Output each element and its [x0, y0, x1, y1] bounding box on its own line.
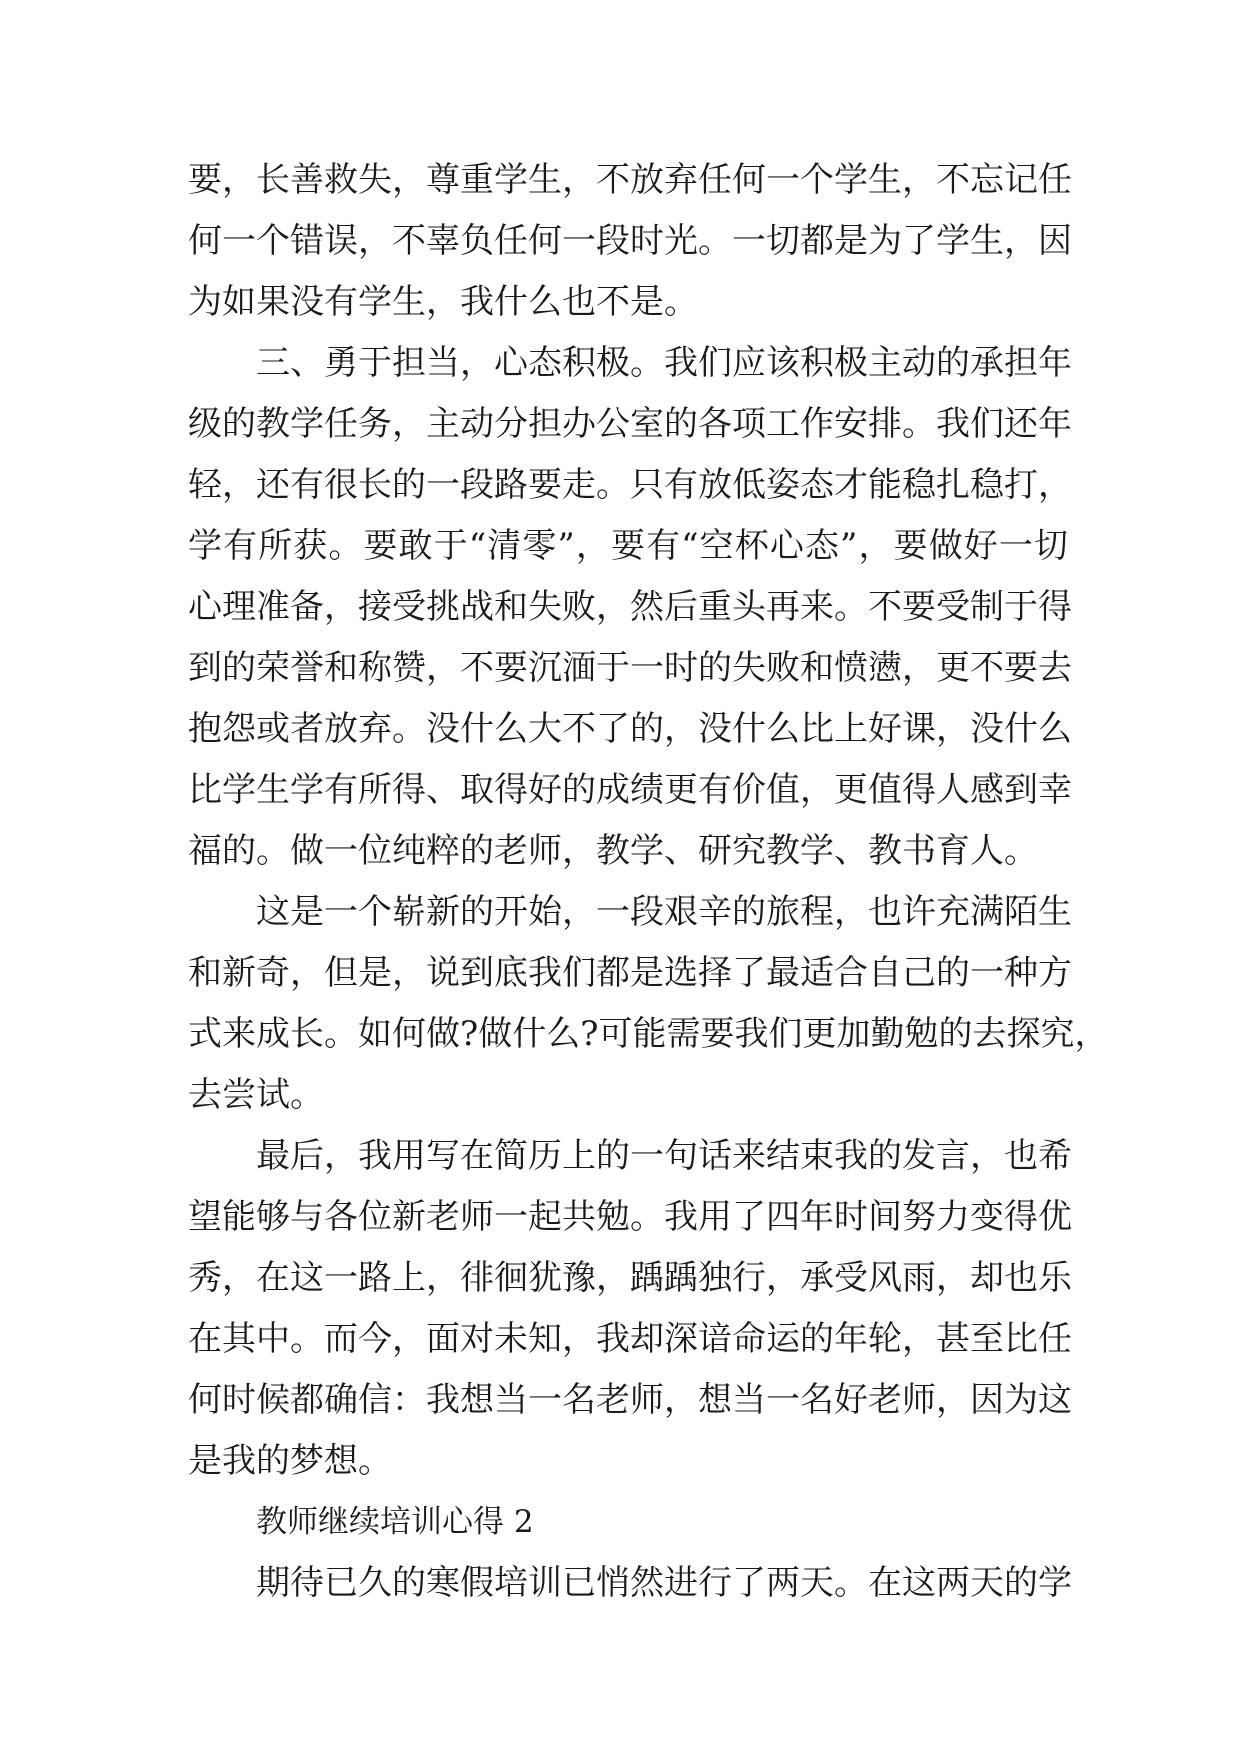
text-line: 在其中。而今，面对未知，我却深谙命运的年轮，甚至比任 [188, 1319, 1072, 1359]
text-line: 级的教学任务，主动分担办公室的各项工作安排。我们还年 [188, 404, 1072, 444]
text-line: 望能够与各位新老师一起共勉。我用了四年时间努力变得优 [188, 1197, 1072, 1237]
text-line: 轻，还有很长的一段路要走。只有放低姿态才能稳扎稳打， [188, 465, 1072, 505]
text-line: 是我的梦想。 [188, 1441, 392, 1481]
paragraph-start-line: 这是一个崭新的开始，一段艰辛的旅程，也许充满陌生 [256, 892, 1072, 932]
document-body [188, 150, 1109, 1614]
text-line: 去尝试。 [188, 1075, 324, 1115]
text-line: 何时候都确信：我想当一名老师，想当一名好老师，因为这 [188, 1380, 1072, 1420]
paragraph-start-line: 期待已久的寒假培训已悄然进行了两天。在这两天的学 [256, 1563, 1072, 1603]
text-line: 心理准备，接受挑战和失败，然后重头再来。不要受制于得 [188, 587, 1072, 627]
paragraph-start-line: 最后，我用写在简历上的一句话来结束我的发言，也希 [256, 1136, 1072, 1176]
text-line: 福的。做一位纯粹的老师，教学、研究教学、教书育人。 [188, 831, 1038, 871]
text-line: 比学生学有所得、取得好的成绩更有价值，更值得人感到幸 [188, 770, 1072, 810]
text-line: 抱怨或者放弃。没什么大不了的，没什么比上好课，没什么 [188, 709, 1072, 749]
paragraph-start-line: 三、勇于担当，心态积极。我们应该积极主动的承担年 [256, 343, 1072, 383]
text-line: 学有所获。要敢于“清零”，要有“空杯心态”，要做好一切 [188, 526, 1068, 566]
text-line: 式来成长。如何做?做什么?可能需要我们更加勤勉的去探究， [188, 1014, 1109, 1054]
text-line: 和新奇，但是，说到底我们都是选择了最适合自己的一种方 [188, 953, 1072, 993]
section-heading: 教师继续培训心得 2 [256, 1504, 534, 1540]
text-line: 到的荣誉和称赞，不要沉湎于一时的失败和愤懑，更不要去 [188, 648, 1072, 688]
text-line: 何一个错误，不辜负任何一段时光。一切都是为了学生，因 [188, 221, 1072, 261]
text-line: 为如果没有学生，我什么也不是。 [188, 282, 698, 322]
text-line: 秀，在这一路上，徘徊犹豫，踽踽独行，承受风雨，却也乐 [188, 1258, 1072, 1298]
text-line: 要，长善救失，尊重学生，不放弃任何一个学生，不忘记任 [188, 160, 1072, 200]
